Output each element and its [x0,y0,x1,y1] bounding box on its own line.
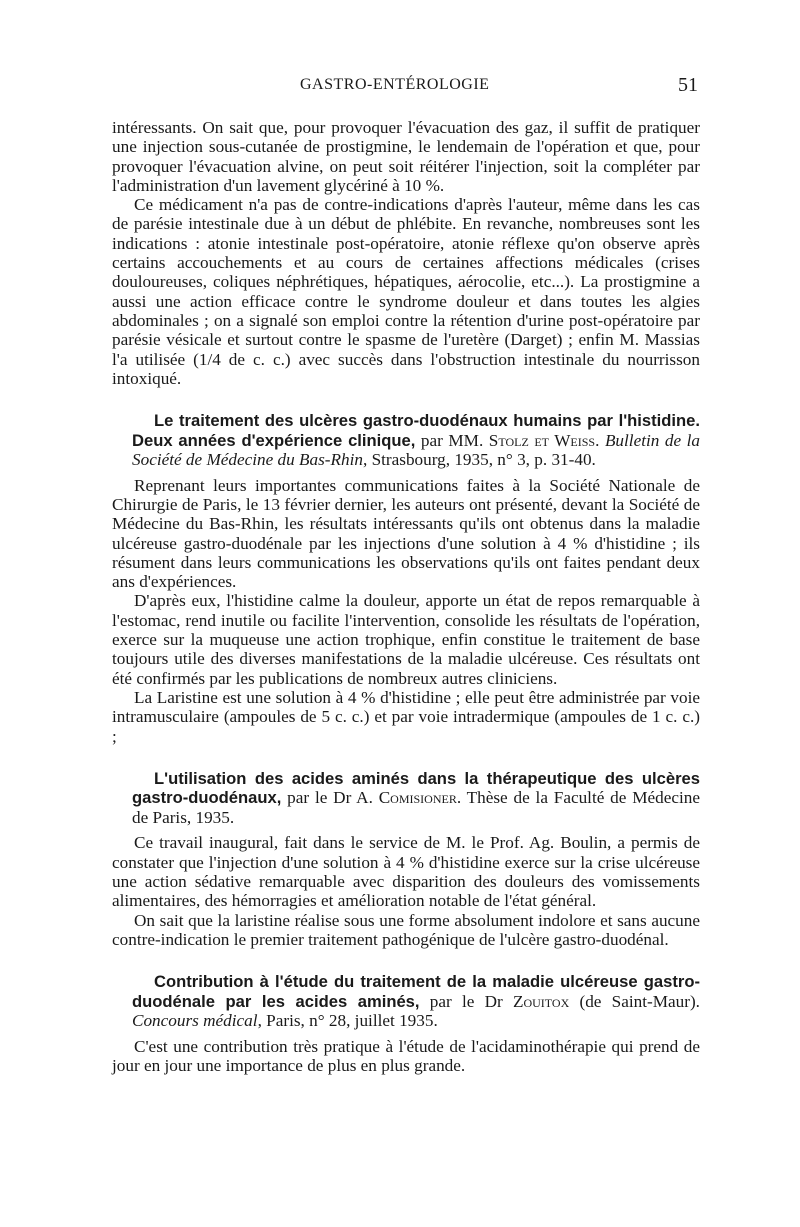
ref-prefix: par le Dr A. [281,788,379,808]
section-paragraph: D'après eux, l'histidine calme la douleur, apporte un état de repos remarquable à l'estomac, rend inutile ou facilite l'intervention, consolide les résultats de l'opération, exerce sur la muqueuse une action trophique, enfin constitue le traitement de base toujours utile des diverses manifestations de la maladie ulcéreuse. Ces résultats ont été confirmés par les publications de nombreux autres cliniciens. [112,591,700,688]
ref-authors: Stolz et Weiss [488,430,596,450]
intro-paragraph-1: intéressants. On sait que, pour provoquer l'évacuation des gaz, il suffit de pratiquer une injection sous-cutanée de prostigmine, le lendemain de l'opération et que, pour provoquer l'évacuation alvine, on peut soit réitérer l'injection, soit la compléter par l'administration d'un lavement glycériné à 10 %. [112,118,700,195]
ref-location: (de Saint-Maur). [569,991,700,1011]
section-heading [112,769,700,828]
ref-journal: Bulletin de la Société de Médecine du Bas-Rhin [132,430,701,470]
article-section-histidine [112,411,700,746]
section-heading [112,411,700,470]
page-number: 51 [678,74,698,96]
heading-title: Le traitement des ulcères gastro-duodénaux humains par l'histidine. Deux années d'expérience clinique, [132,411,700,450]
ref-details: , Strasbourg, 1935, n° 3, p. 31-40. [362,450,596,470]
intro-paragraph-2: Ce médicament n'a pas de contre-indications d'après l'auteur, même dans les cas de parésie intestinale due à un début de phlébite. En revanche, nombreuses sont les indications : atonie intestinale post-opératoire, atonie réflexe qu'on observe après certains accouchements et au cours de certaines affections médicales (crises douloureuses, coliques néphrétiques, hépatiques, aérocolie, etc...). La prostigmine a aussi une action efficace contre le syndrome douleur et dans toutes les algies abdominales ; on a signalé son emploi contre la rétention d'urine post-opératoire par parésie vésicale et surtout contre le spasme de l'uretère (Darget) ; enfin M. Massias l'a utilisée (1/4 de c. c.) avec succès dans l'obstruction intestinale du nourrisson intoxiqué. [112,195,700,388]
ref-details: . Thèse de la Faculté de Médecine de Paris, 1935. [132,788,700,827]
ref-separator: . [595,430,605,450]
running-header [0,76,800,102]
section-paragraph: C'est une contribution très pratique à l'étude de l'acidaminothérapie qui prend de jour en jour une importance de plus en plus grande. [112,1036,700,1075]
section-paragraph: Ce travail inaugural, fait dans le service de M. le Prof. Ag. Boulin, a permis de constater que l'injection d'une solution à 4 % d'histidine exerce sur la crise ulcéreuse une action sédative remarquable avec disparition des douleurs des vomissements alimentaires, des hémorragies et amélioration notable de l'état général. [112,833,700,911]
ref-authors: Comisioner [378,788,457,808]
heading-title: L'utilisation des acides aminés dans la thérapeutique des ulcères gastro-duodénaux, [132,768,700,808]
ref-prefix: par le Dr [419,991,513,1011]
running-title: GASTRO-ENTÉROLOGIE [300,76,490,93]
article-section-contribution [112,972,700,1075]
section-paragraph: Reprenant leurs importantes communications faites à la Société Nationale de Chirurgie de Paris, le 13 février dernier, les auteurs ont présenté, devant la Société de Médecine du Bas-Rhin, les résultats intéressants qu'ils ont obtenus dans la maladie ulcéreuse gastro-duodénale par les injections d'une solution à 4 % d'histidine ; ils résument dans leurs communications les observations qu'ils ont faites pendant deux ans d'expériences. [112,475,700,592]
text-column [112,118,700,1075]
ref-prefix: par MM. [415,430,489,450]
article-section-amino-acids [112,769,700,949]
ref-details: , Paris, n° 28, juillet 1935. [257,1011,438,1031]
section-paragraph: La Laristine est une solution à 4 % d'histidine ; elle peut être administrée par voie intramusculaire (ampoules de 5 c. c.) et par voie intradermique (ampoules de 1 c. c.) ; [112,687,700,746]
section-paragraph: On sait que la laristine réalise sous une forme absolument indolore et sans aucune contre-indication le premier traitement pathogénique de l'ulcère gastro-duodénal. [112,910,700,949]
heading-title: Contribution à l'étude du traitement de la maladie ulcéreuse gastro-duodénale par les acides aminés, [132,972,700,1011]
ref-authors: Zouitox [512,991,570,1011]
section-heading [112,972,700,1031]
ref-journal: Concours médical [132,1011,258,1031]
